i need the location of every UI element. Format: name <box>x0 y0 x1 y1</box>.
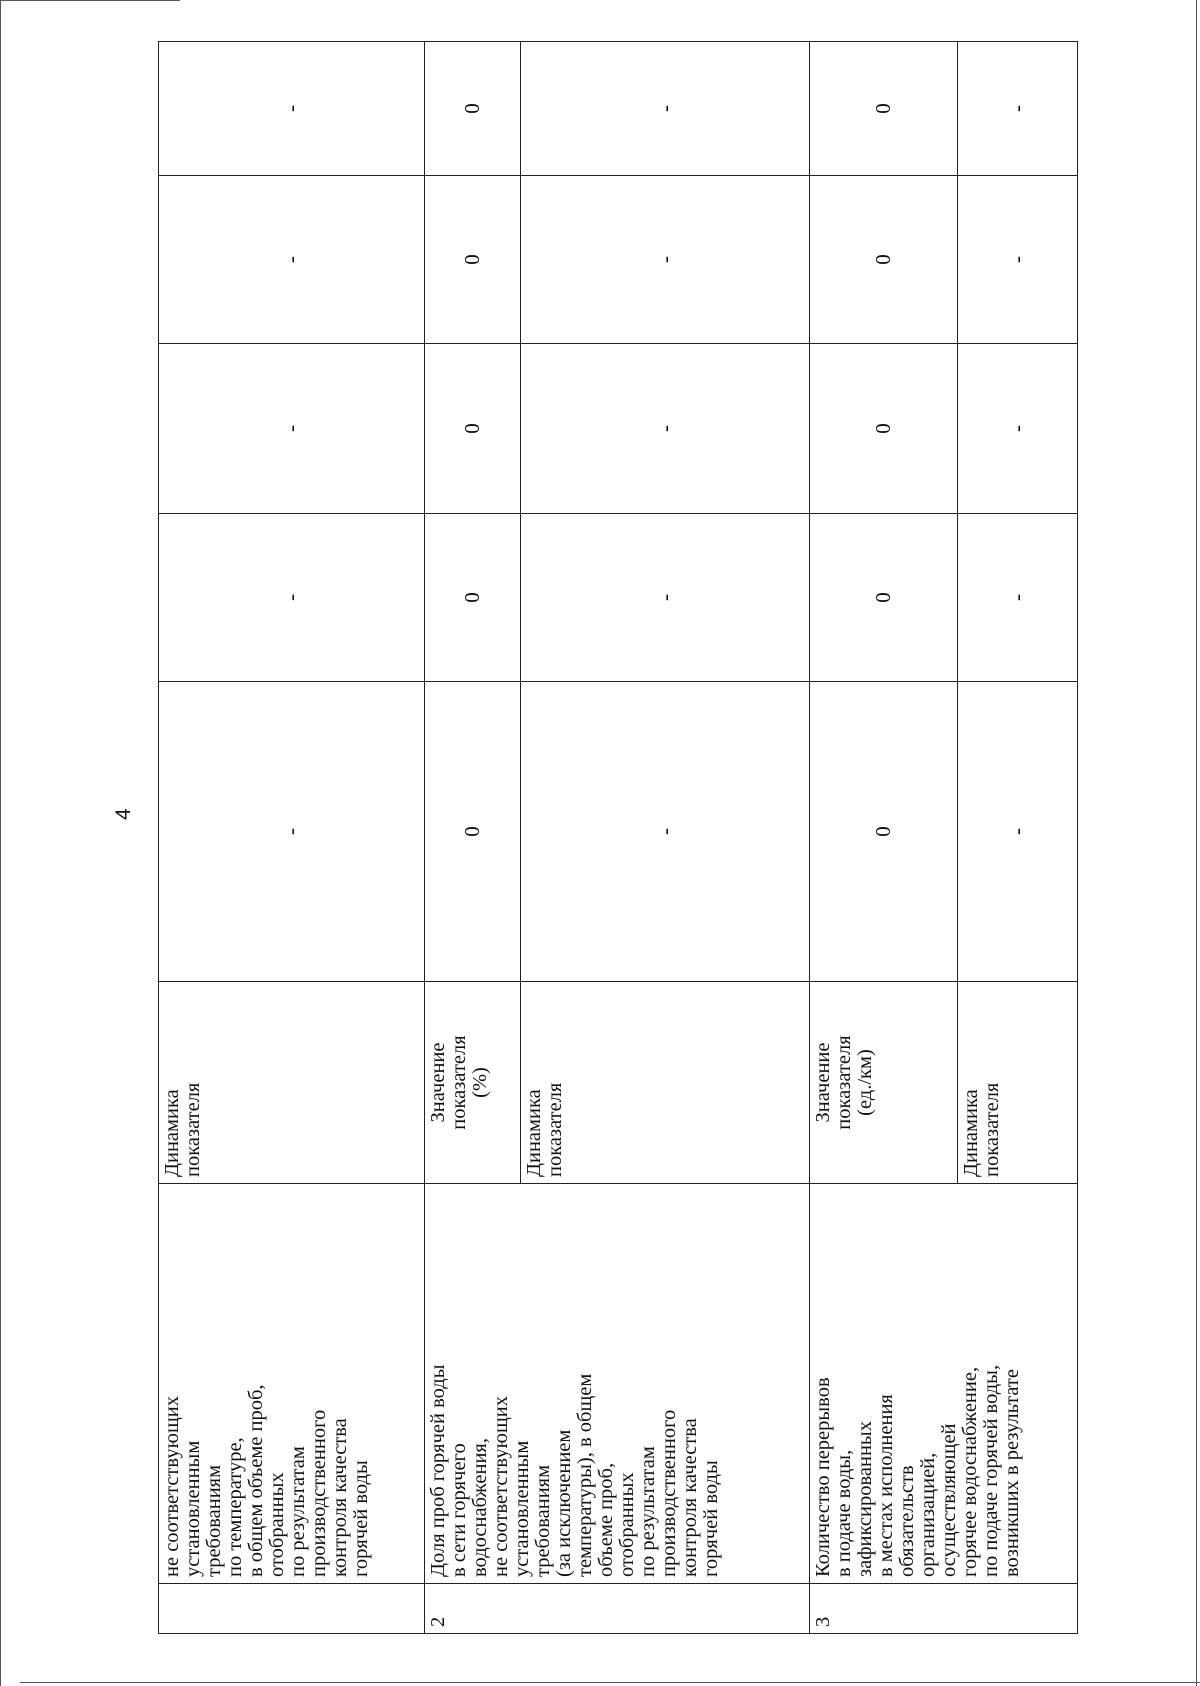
value-cell: 0 <box>424 42 520 176</box>
indicator-name: Доля проб горячей воды в сети горячего водоснабжения, не соответствующих установленным требованиям (за исключением температуры), в общем объеме проб, отобранных по результатам производственного контроля качества горячей воды <box>424 1184 810 1584</box>
sub-label: Значение показателя (ед./км) <box>810 982 958 1184</box>
value-cell: - <box>958 42 1078 176</box>
value-cell: - <box>958 514 1078 682</box>
row-number: 2 <box>424 1584 810 1634</box>
value-cell: 0 <box>810 514 958 682</box>
table-row <box>159 42 425 1634</box>
indicator-table <box>158 41 1078 1634</box>
indicator-name: не соответствующих установленным требованиям по температуре, в общем объеме проб, отобранных по результатам производственного контроля качества горячей воды <box>159 1184 425 1584</box>
value-cell: - <box>159 344 425 514</box>
value-cell: 0 <box>424 514 520 682</box>
sub-label: Значение показателя (%) <box>424 982 520 1184</box>
value-cell: - <box>958 682 1078 982</box>
scan-frame-top <box>0 0 180 1</box>
value-cell: 0 <box>424 176 520 344</box>
value-cell: - <box>958 176 1078 344</box>
table-row <box>810 42 958 1634</box>
value-cell: - <box>521 514 810 682</box>
value-cell: - <box>521 344 810 514</box>
value-cell: 0 <box>810 344 958 514</box>
value-cell: - <box>159 42 425 176</box>
row-number: 3 <box>810 1584 1078 1634</box>
value-cell: 0 <box>810 682 958 982</box>
sub-label: Динамика показателя <box>159 982 425 1184</box>
scan-frame-left <box>0 0 1 1686</box>
value-cell: 0 <box>810 176 958 344</box>
indicator-name: Количество перерывов в подаче воды, зафиксированных в местах исполнения обязательств организацией, осуществляющей горячее водоснабжение, по подаче горячей воды, возникших в результате <box>810 1184 1078 1584</box>
row-number <box>159 1584 425 1634</box>
value-cell: - <box>159 514 425 682</box>
value-cell: 0 <box>424 344 520 514</box>
rotated-table-container <box>158 42 1078 1634</box>
table-row <box>424 42 520 1634</box>
value-cell: 0 <box>810 42 958 176</box>
value-cell: 0 <box>424 682 520 982</box>
scan-frame-right <box>1196 0 1197 1686</box>
value-cell: - <box>521 176 810 344</box>
value-cell: - <box>159 176 425 344</box>
sub-label: Динамика показателя <box>958 982 1078 1184</box>
scan-frame-bottom <box>20 1682 1200 1683</box>
value-cell: - <box>958 344 1078 514</box>
page-number: 4 <box>112 808 135 820</box>
value-cell: - <box>521 42 810 176</box>
sub-label: Динамика показателя <box>521 982 810 1184</box>
value-cell: - <box>159 682 425 982</box>
value-cell: - <box>521 682 810 982</box>
